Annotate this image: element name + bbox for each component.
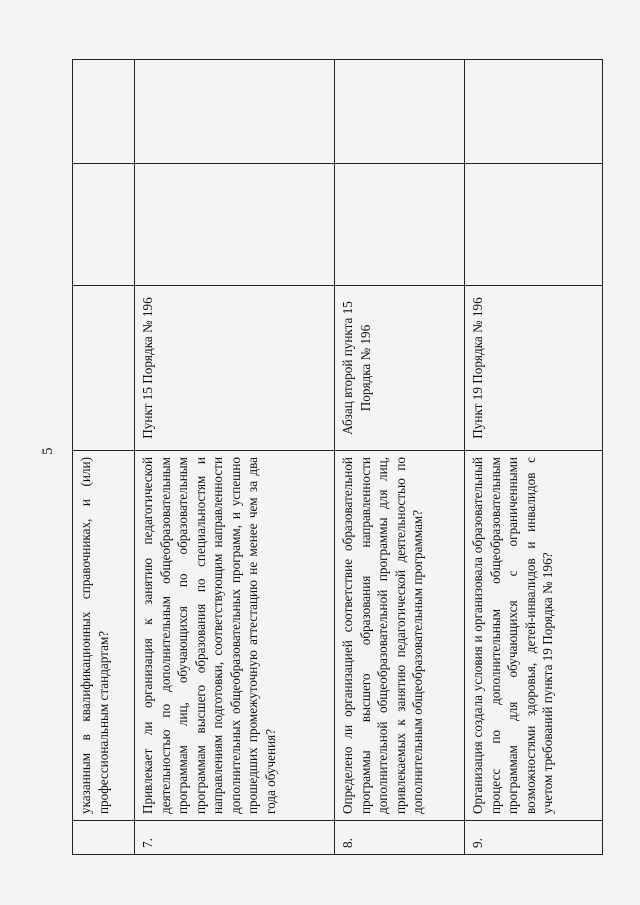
row-number: 7. (135, 821, 335, 855)
answer-yes-cell (135, 164, 335, 286)
rotated-table-container (72, 60, 602, 855)
answer-yes-cell (335, 164, 465, 286)
answer-no-cell (73, 60, 135, 164)
answer-no-cell (335, 60, 465, 164)
row-number (73, 821, 135, 855)
row-number: 8. (335, 821, 465, 855)
table-row (335, 60, 465, 855)
answer-yes-cell (465, 164, 603, 286)
page-number: 5 (40, 447, 56, 455)
question-cell: Определено ли организацией соответствие образовательной программы высшего образования направленности дополнительной общеобразовательной программы для лиц, привлекаемых к занятию педагогической деятельностью по дополнительным общеобразовательным программам? (335, 451, 465, 821)
row-number: 9. (465, 821, 603, 855)
table-row (465, 60, 603, 855)
reference-cell: Пункт 15 Порядка № 196 (135, 286, 335, 451)
question-cell: указанным в квалификационных справочниках, и (или) профессиональным стандартам? (73, 451, 135, 821)
answer-no-cell (135, 60, 335, 164)
table-row (135, 60, 335, 855)
answer-no-cell (465, 60, 603, 164)
question-cell: Привлекает ли организация к занятию педагогической деятельностью по дополнительным общеобразовательным программам лиц, обучающихся по образовательным программам высшего образования по специальностям и направлениям подготовки, соответствующим направленности дополнительных общеобразовательных программ, и успешно прошедших промежуточную аттестацию не менее чем за два года обучения? (135, 451, 335, 821)
reference-cell: Абзац второй пункта 15 Порядка № 196 (335, 286, 465, 451)
answer-yes-cell (73, 164, 135, 286)
table-row (73, 60, 135, 855)
checklist-table (72, 59, 603, 855)
reference-cell: Пункт 19 Порядка № 196 (465, 286, 603, 451)
reference-cell (73, 286, 135, 451)
question-cell: Организация создала условия и организовала образовательный процесс по дополнительным общеобразовательным программам для обучающихся с ограниченными возможностями здоровья, детей-инвалидов и инвалидов с учетом требований пункта 19 Порядка № 196? (465, 451, 603, 821)
